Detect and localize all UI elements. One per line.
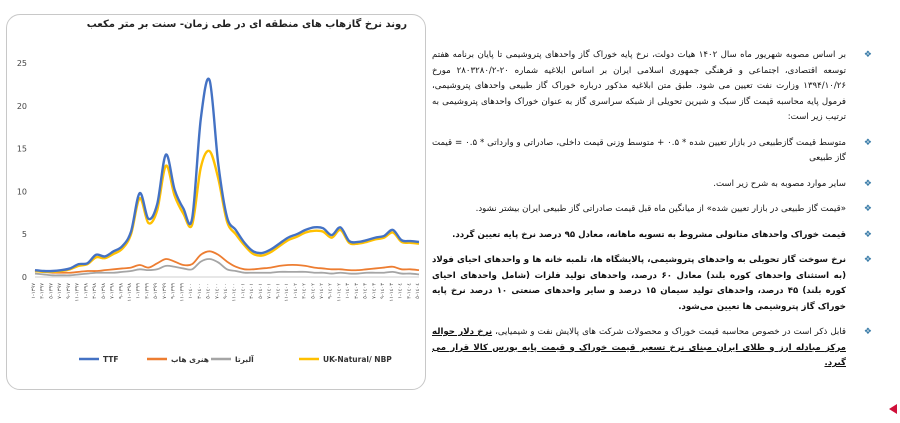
x-tick-label: ١٣٩٨-١ — [83, 283, 90, 299]
x-tick-label: ١٣٩٩-١ — [135, 283, 142, 299]
diamond-bullet-icon: ❖ — [863, 229, 872, 240]
x-tick-label: ١٤٠٤-٣ — [406, 283, 413, 299]
y-tick-label: 20 — [16, 101, 27, 111]
note-text: قیمت خوراک واحدهای متانولی مشروط به تسویه ماهانه، معادل ۹۵ درصد نرخ پایه تعیین گردد. — [452, 229, 846, 240]
x-tick-label: ١٣٩٧-١ — [31, 283, 37, 299]
x-tick-label: ١٣٩٧-٣ — [39, 283, 46, 299]
y-tick-label: 25 — [16, 59, 27, 68]
x-tick-label: ١٤٠٠-١١ — [231, 283, 238, 302]
x-tick-label: ١٣٩٩-١١ — [179, 283, 186, 302]
diamond-bullet-icon: ❖ — [863, 327, 872, 337]
diamond-bullet-icon: ❖ — [863, 178, 872, 189]
legend-label: هنری هاب — [171, 355, 209, 364]
x-tick-label: ١٤٠٢-٥ — [310, 283, 317, 299]
note-item — [432, 136, 872, 167]
x-tick-label: ١٤٠٣-١١ — [388, 283, 395, 302]
y-tick-label: 0 — [21, 273, 27, 282]
x-tick-label: ١٣٩٨-١١ — [127, 283, 133, 302]
x-tick-label: ١٣٩٧-٥ — [48, 283, 55, 299]
x-tick-label: ١٤٠١-١١ — [284, 283, 291, 302]
x-tick-label: ١٤٠٢-١ — [292, 283, 299, 299]
diamond-bullet-icon: ❖ — [863, 50, 872, 60]
x-tick-label: ١٤٠٠-٣ — [196, 283, 203, 299]
note-item — [432, 253, 872, 315]
note-text: «قیمت گاز طبیعی در بازار تعیین شده» از میانگین ماه قبل قیمت صادراتی گاز طبیعی ایران بیشتر نشود. — [475, 204, 846, 214]
diamond-bullet-icon: ❖ — [863, 204, 872, 214]
notes-list — [432, 48, 872, 382]
note-item — [432, 228, 872, 244]
x-tick-label: ١٣٩٨-٧ — [109, 283, 116, 299]
x-tick-label: ١٤٠٣-٣ — [353, 283, 360, 299]
note-item — [432, 48, 872, 126]
x-tick-label: ١٤٠١-٣ — [249, 283, 256, 299]
page-corner-marker — [889, 404, 897, 414]
x-tick-label: ١٣٩٩-٣ — [144, 283, 151, 299]
x-tick-label: ١٤٠٣-١ — [345, 283, 352, 299]
line-chart — [7, 15, 427, 391]
x-tick-label: ١٤٠١-٩ — [275, 283, 282, 299]
series-line-0 — [35, 79, 419, 271]
x-tick-label: ١٣٩٨-٣ — [92, 283, 99, 299]
legend-label: آلبرتا — [235, 355, 254, 364]
note-item — [432, 202, 872, 218]
x-tick-label: ١٤٠٢-٣ — [301, 283, 308, 299]
note-text: قابل ذکر است در خصوص محاسبه قیمت خوراک و محصولات شرکت های پالایش نفت و شیمیایی، — [495, 327, 846, 337]
x-tick-label: ١٤٠١-٥ — [257, 283, 264, 299]
x-tick-label: ١٤٠٠-٩ — [223, 283, 229, 299]
x-tick-label: ١٣٩٩-٩ — [170, 283, 177, 299]
legend-label: TTF — [103, 355, 119, 364]
x-tick-label: ١٤٠٢-٧ — [319, 283, 325, 299]
series-line-3 — [35, 151, 419, 272]
note-text: بر اساس مصوبه شهریور ماه سال ۱۴۰۲ هیات دولت، نرخ پایه خوراک گاز واحدهای پتروشیمی تا پایان برنامه هفتم توسعه اقتصادی، اجتماعی و فرهنگی جمهوری اسلامی ایران بر اساس ابلاغیه شماره ۲۰-۲۸۰۳۲۸۰/۲ مورخ ۱۳۹۴/۱۰/۲۶ وزارت نفت تعیین می شود. طبق متن ابلاغیه مذکور درباره خوراک گاز طبیعی واحدهای پتروشیمی، فرمول پایه محاسبه قیمت گاز سبک و شیرین تحویلی از شبکه سراسری گاز به عنوان خوراک واحدهای پتروشیمی به ترتیب زیر است: — [432, 50, 846, 122]
x-tick-label: ١٤٠٣-٩ — [380, 283, 387, 299]
note-item — [432, 325, 872, 372]
x-tick-label: ١٣٩٧-١١ — [74, 283, 81, 302]
diamond-bullet-icon: ❖ — [863, 137, 872, 148]
x-tick-label: ١٤٠٤-١ — [397, 283, 404, 299]
x-tick-label: ١٤٠٢-٩ — [327, 283, 334, 299]
x-tick-label: ١٣٩٧-٧ — [57, 283, 64, 299]
note-text: نرخ سوخت گاز تحویلی به واحدهای پتروشیمی، پالایشگاه ها، تلمبه خانه ها و واحدهای احیای فولاد (به استثنای واحدهای کوره بلند) معادل ۶۰ درصد، واحدهای تولید فلزات (شامل واحدهای احیای کوره بلند) ۴۵ درصد، واحدهای تولید سیمان ۱۵ درصد و سایر واحدهای صنعتی ۱۰ درصد نرخ پایه خوراک گاز پتروشیمی ها تعیین می‌شود. — [432, 255, 847, 312]
chart-panel — [6, 14, 426, 390]
note-item — [432, 177, 872, 193]
note-text: سایر موارد مصوبه به شرح زیر است. — [713, 178, 846, 189]
legend-label: UK-Natural/ NBP — [323, 355, 392, 364]
x-tick-label: ١٤٠١-٧ — [266, 283, 273, 299]
x-tick-label: ١٣٩٨-٥ — [100, 283, 107, 299]
y-tick-label: 10 — [16, 187, 27, 197]
x-tick-label: ١٤٠٠-١ — [188, 283, 195, 299]
y-tick-label: 5 — [21, 230, 27, 240]
x-tick-label: ١٤٠٣-٥ — [362, 283, 369, 299]
x-tick-label: ١٣٩٩-٥ — [153, 283, 160, 299]
chart-title: روند نرخ گازهاب های منطقه ای در طی زمان- سنت بر متر مکعب — [86, 19, 407, 30]
x-tick-label: ١٣٩٩-٧ — [161, 283, 168, 299]
x-tick-label: ١٤٠٤-٥ — [415, 283, 421, 299]
y-tick-label: 15 — [16, 144, 27, 154]
x-tick-label: ١٤٠٠-٧ — [214, 283, 221, 299]
x-tick-label: ١٣٩٨-٩ — [118, 283, 125, 299]
note-underlined-text: نرخ دلار حواله مرکز مبادله ارز و طلای ایران مبنای نرخ تسعیر قیمت خوراک و قیمت پایه بورس کالا قرار می گیرد. — [432, 327, 846, 368]
x-tick-label: ١٤٠٢-١١ — [336, 283, 343, 302]
diamond-bullet-icon: ❖ — [863, 255, 872, 265]
x-tick-label: ١٤٠٠-٥ — [205, 283, 212, 299]
x-tick-label: ١٤٠٣-٧ — [371, 283, 378, 299]
x-tick-label: ١٤٠١-١ — [240, 283, 247, 299]
x-tick-label: ١٣٩٧-٩ — [65, 283, 72, 299]
note-text: متوسط قیمت گازطبیعی در بازار تعیین شده * ۰.۵ + متوسط وزنی قیمت داخلی، صادراتی و وارداتی * ۰.۵ = قیمت گاز طبیعی — [432, 137, 846, 163]
